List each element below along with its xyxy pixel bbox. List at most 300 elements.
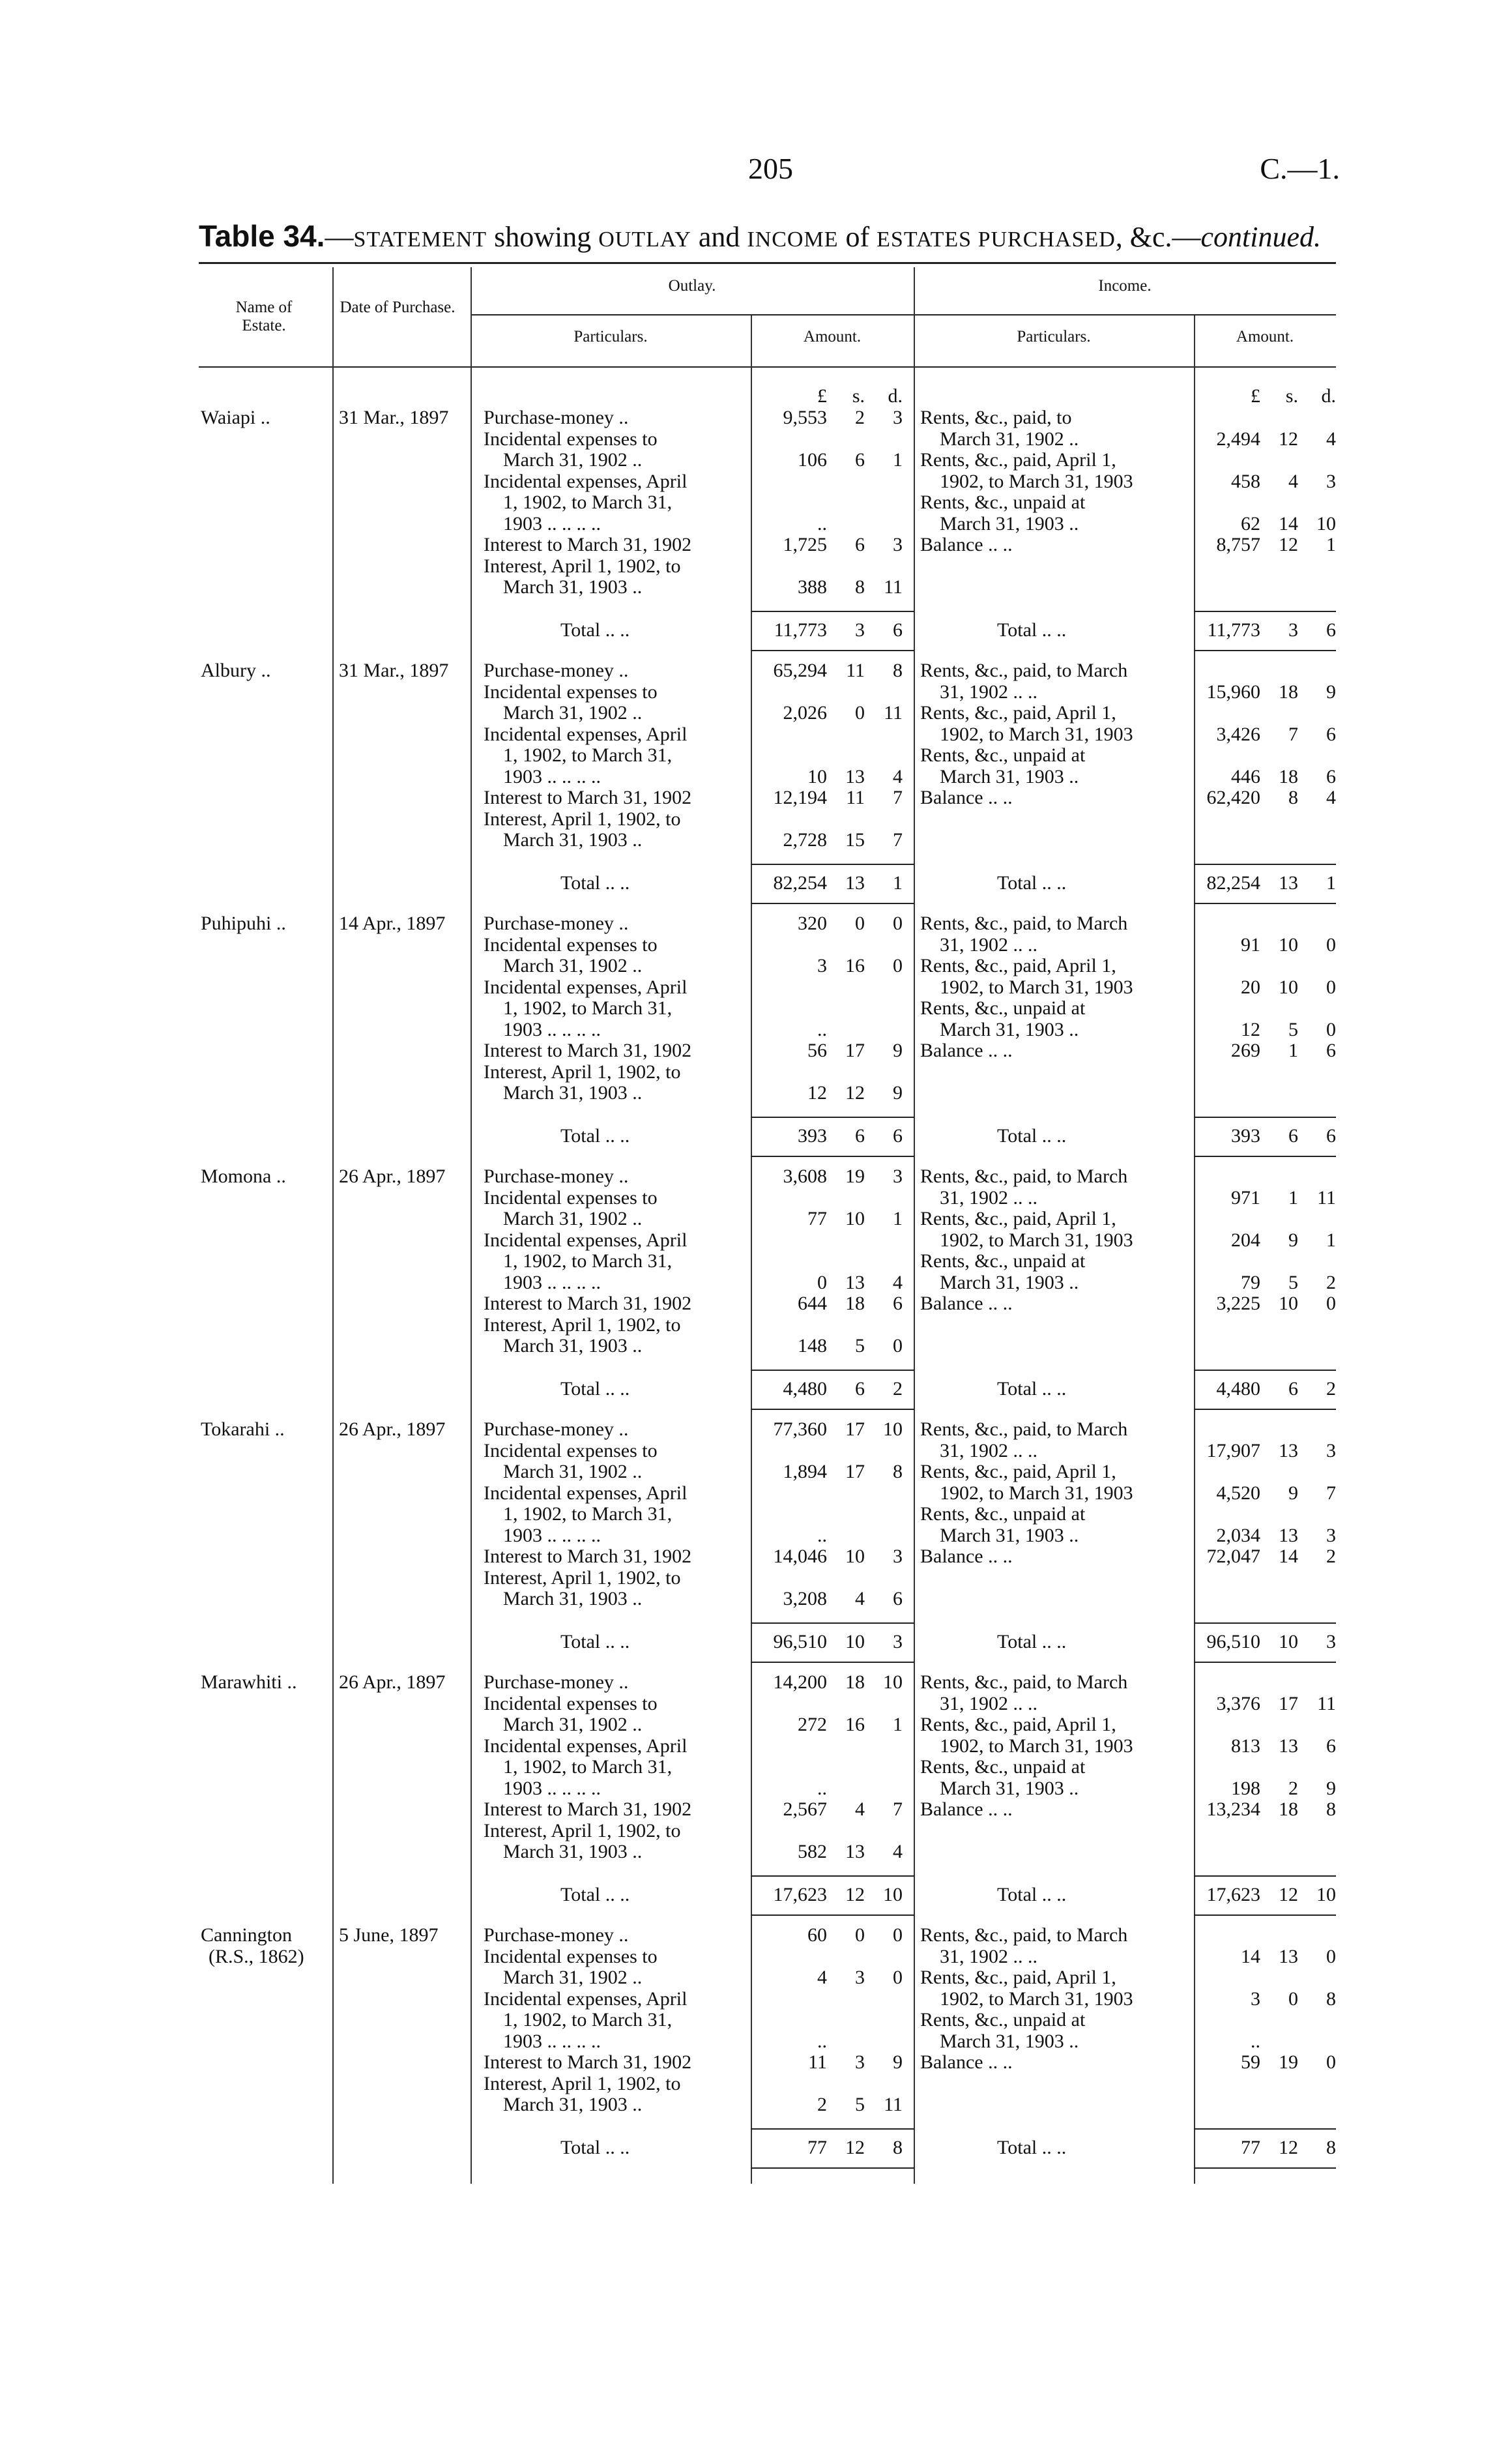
- outlay-particular: 1, 1902, to March 31,: [503, 491, 673, 513]
- outlay-particular: Incidental expenses, April: [484, 976, 688, 998]
- shillings-value: 10: [845, 1631, 865, 1652]
- pence-value: 7: [893, 787, 903, 808]
- pence-value: 3: [893, 1631, 903, 1652]
- income-total-label: Total .. ..: [997, 1631, 1067, 1652]
- outlay-amount: [756, 1525, 903, 1546]
- outlay-total-under-rule: [751, 1662, 914, 1663]
- outlay-amount: [756, 1040, 903, 1061]
- outlay-particular: Incidental expenses to: [484, 681, 658, 703]
- outlay-particular: March 31, 1903 ..: [503, 1335, 643, 1357]
- pounds-value: 60: [807, 1924, 827, 1946]
- pence-value: 6: [893, 619, 903, 641]
- pounds-value: 11,773: [1207, 619, 1260, 641]
- shillings-value: 18: [845, 1671, 865, 1693]
- income-particular: Balance .. ..: [920, 1546, 1013, 1567]
- outlay-particular: Interest to March 31, 1902: [484, 1293, 692, 1314]
- pence-value: 8: [1326, 1798, 1336, 1820]
- pounds-value: 3,376: [1216, 1692, 1260, 1714]
- outlay-amount: [756, 1209, 903, 1229]
- income-particular: Rents, &c., paid, April 1,: [920, 1461, 1116, 1482]
- outlay-particular: Purchase-money ..: [484, 1924, 629, 1946]
- pounds-value: ..: [817, 512, 827, 535]
- pence-value: 6: [1326, 1735, 1336, 1757]
- pence-value: 8: [1326, 1987, 1336, 2010]
- income-currency-units: [1199, 386, 1336, 407]
- shillings-value: 13: [1279, 1439, 1298, 1461]
- outlay-amount: [756, 1672, 903, 1693]
- income-amount: [1199, 2052, 1336, 2073]
- pence-value: 6: [1326, 723, 1336, 745]
- shillings-value: 6: [855, 534, 865, 555]
- income-amount: [1199, 429, 1336, 450]
- pence-value: 0: [893, 913, 903, 934]
- outlay-particular: Interest, April 1, 1902, to: [484, 2072, 681, 2094]
- pence-value: 6: [1326, 619, 1336, 641]
- income-total-rule: [1194, 1875, 1336, 1877]
- income-amount: [1199, 535, 1336, 555]
- outlay-amount: [756, 1841, 903, 1862]
- pence-value: 11: [884, 702, 903, 724]
- shillings-value: 3: [855, 1967, 865, 1988]
- pounds-value: 14,046: [773, 1546, 827, 1567]
- outlay-amount: [756, 830, 903, 851]
- pounds-value: 971: [1231, 1186, 1260, 1209]
- shillings-value: 3: [855, 2051, 865, 2073]
- outlay-particular: 1, 1902, to March 31,: [503, 1503, 673, 1525]
- income-amount: [1199, 1019, 1336, 1040]
- outlay-particular: 1903 .. .. .. ..: [503, 1271, 601, 1293]
- outlay-particular: Incidental expenses, April: [484, 1229, 688, 1251]
- income-total-under-rule: [1194, 1662, 1336, 1663]
- income-amount: [1199, 1736, 1336, 1757]
- income-particular: Rents, &c., paid, to March: [920, 660, 1128, 681]
- purchase-date: 26 Apr., 1897: [339, 1166, 446, 1187]
- pence-value: 3: [893, 407, 903, 428]
- outlay-total: [756, 1885, 903, 1905]
- outlay-particular: Incidental expenses to: [484, 1186, 658, 1209]
- outlay-amount: [756, 1461, 903, 1482]
- income-total: [1199, 1126, 1336, 1147]
- pence-value: 8: [893, 2137, 903, 2158]
- outlay-amount: [756, 1293, 903, 1314]
- pence-value: 1: [1326, 534, 1336, 555]
- shillings-value: 4: [1288, 470, 1298, 492]
- shillings-value: 0: [1288, 1987, 1298, 2010]
- outlay-total-label: Total .. ..: [560, 872, 630, 894]
- income-particular: March 31, 1903 ..: [940, 1524, 1079, 1546]
- shillings-value: 5: [1288, 1271, 1298, 1293]
- pence-value: 3: [1326, 470, 1336, 492]
- outlay-total-rule: [751, 1875, 914, 1877]
- outlay-amount: [756, 956, 903, 976]
- outlay-particular: March 31, 1903 ..: [503, 1841, 643, 1862]
- pence-value: 4: [893, 765, 903, 787]
- income-particular: 1902, to March 31, 1903: [940, 723, 1133, 745]
- pence-value: 9: [893, 2051, 903, 2073]
- pounds-value: 2,567: [783, 1798, 827, 1820]
- outlay-particular: Purchase-money ..: [484, 1418, 629, 1440]
- table-number: Table 34.: [199, 219, 325, 253]
- shillings-value: 15: [845, 829, 865, 851]
- outlay-total-under-rule: [751, 903, 914, 904]
- pounds-value: 1,894: [783, 1461, 827, 1482]
- income-particular: Rents, &c., unpaid at: [920, 1756, 1086, 1778]
- outlay-amount: [756, 1799, 903, 1820]
- outlay-total-label: Total .. ..: [560, 619, 630, 641]
- pounds-value: 10: [807, 765, 827, 787]
- pounds-value: ..: [1251, 2030, 1260, 2052]
- shillings-value: 17: [1279, 1692, 1298, 1714]
- outlay-particular: March 31, 1902 ..: [503, 1714, 643, 1735]
- income-total-rule: [1194, 1370, 1336, 1371]
- document-reference: C.—1.: [1260, 152, 1340, 185]
- income-particular: 31, 1902 .. ..: [940, 933, 1037, 956]
- outlay-total-rule: [751, 1117, 914, 1118]
- pounds-value: 106: [798, 449, 827, 471]
- shillings-value: [827, 514, 865, 535]
- outlay-particular: 1903 .. .. .. ..: [503, 512, 601, 535]
- estate-name: Cannington: [201, 1924, 292, 1946]
- outlay-total-under-rule: [751, 1409, 914, 1410]
- pounds-value: ..: [817, 1018, 827, 1040]
- outlay-particular: Purchase-money ..: [484, 1166, 629, 1187]
- income-particular: 31, 1902 .. ..: [940, 1186, 1037, 1209]
- income-amount: [1199, 1483, 1336, 1504]
- pounds-value: 13,234: [1206, 1798, 1260, 1820]
- shillings-value: 8: [855, 576, 865, 598]
- title-showing: showing: [487, 221, 599, 253]
- pounds-value: 11,773: [774, 619, 827, 641]
- income-particular: March 31, 1902 ..: [940, 428, 1079, 450]
- shillings-value: 12: [845, 1884, 865, 1905]
- income-particular: Rents, &c., unpaid at: [920, 997, 1086, 1019]
- outlay-total-label: Total .. ..: [560, 1884, 630, 1905]
- income-particular: 1902, to March 31, 1903: [940, 976, 1133, 998]
- shillings-value: 13: [1279, 872, 1298, 894]
- income-particular: March 31, 1903 ..: [940, 1271, 1079, 1293]
- income-particular: 1902, to March 31, 1903: [940, 1482, 1133, 1504]
- outlay-particular: 1, 1902, to March 31,: [503, 1756, 673, 1778]
- outlay-total-rule: [751, 2128, 914, 2130]
- income-particular: Rents, &c., paid, April 1,: [920, 955, 1116, 976]
- pounds-value: 20: [1241, 976, 1260, 998]
- shillings-value: 6: [855, 449, 865, 471]
- income-total-rule: [1194, 611, 1336, 612]
- outlay-amount: [756, 1019, 903, 1040]
- outlay-amount: [756, 767, 903, 787]
- pence-value: 3: [1326, 1439, 1336, 1461]
- income-amount: [1199, 1040, 1336, 1061]
- pounds-value: ..: [817, 2030, 827, 2052]
- outlay-total-label: Total .. ..: [560, 1378, 630, 1400]
- shillings-value: [827, 1525, 865, 1546]
- pence-value: 11: [884, 2094, 903, 2115]
- income-particular: 31, 1902 .. ..: [940, 1692, 1037, 1714]
- income-total-rule: [1194, 1117, 1336, 1118]
- shillings-value: 2: [1288, 1777, 1298, 1799]
- outlay-particular: 1903 .. .. .. ..: [503, 2030, 601, 2052]
- purchase-date: 14 Apr., 1897: [339, 913, 446, 934]
- shillings-value: 16: [845, 1714, 865, 1735]
- outlay-amount: [756, 1419, 903, 1440]
- pounds-value: 2,026: [783, 702, 827, 724]
- pounds-value: 582: [798, 1841, 827, 1862]
- title-dash: —: [325, 221, 354, 253]
- outlay-particular: Incidental expenses, April: [484, 470, 688, 492]
- income-particular: Rents, &c., paid, April 1,: [920, 702, 1116, 724]
- income-particular: Rents, &c., paid, to March: [920, 1418, 1128, 1440]
- outlay-amount: [756, 660, 903, 681]
- income-total-label: Total .. ..: [997, 1125, 1067, 1147]
- shillings-value: 19: [845, 1166, 865, 1187]
- income-total: [1199, 2137, 1336, 2158]
- estate-name: Albury ..: [201, 660, 271, 681]
- estate-name: Puhipuhi ..: [201, 913, 286, 934]
- shillings-value: 10: [1279, 1293, 1298, 1314]
- shillings-value: 17: [845, 1418, 865, 1440]
- pence-unit: d.: [888, 385, 903, 407]
- income-amount: [1199, 1778, 1336, 1799]
- income-total-label: Total .. ..: [997, 872, 1067, 894]
- outlay-particular: Interest, April 1, 1902, to: [484, 1061, 681, 1083]
- shillings-unit: s.: [1285, 385, 1298, 407]
- title-of: of: [838, 221, 877, 253]
- pence-value: 11: [1317, 1186, 1336, 1209]
- pence-value: [865, 1525, 903, 1546]
- pence-value: 6: [893, 1125, 903, 1147]
- pence-value: 3: [1326, 1524, 1336, 1546]
- income-particular: 1902, to March 31, 1903: [940, 1987, 1133, 2010]
- income-particular: 31, 1902 .. ..: [940, 681, 1037, 703]
- pence-value: 7: [893, 829, 903, 851]
- header-outlay: Outlay.: [668, 277, 716, 295]
- income-particular: 1902, to March 31, 1903: [940, 1229, 1133, 1251]
- outlay-particular: Interest, April 1, 1902, to: [484, 555, 681, 577]
- pence-value: 10: [883, 1418, 903, 1440]
- pence-value: 0: [893, 1924, 903, 1946]
- header-bottom-rule: [199, 366, 1336, 368]
- outlay-particular: March 31, 1903 ..: [503, 1588, 643, 1609]
- income-total-rule: [1194, 864, 1336, 865]
- pence-value: 9: [1326, 681, 1336, 703]
- income-particular: Rents, &c., paid, to: [920, 407, 1072, 428]
- pence-value: [865, 1019, 903, 1040]
- pence-value: 0: [1326, 1018, 1336, 1040]
- pounds-value: 79: [1241, 1271, 1260, 1293]
- outlay-amount: [756, 703, 903, 724]
- pounds-value: 3,208: [783, 1588, 827, 1609]
- outlay-particular: Interest to March 31, 1902: [484, 1546, 692, 1567]
- shillings-value: 4: [855, 1588, 865, 1609]
- pence-unit: d.: [1321, 385, 1336, 407]
- shillings-value: [827, 1019, 865, 1040]
- outlay-particular: 1, 1902, to March 31,: [503, 2009, 673, 2031]
- pence-value: 1: [1326, 1229, 1336, 1251]
- shillings-value: 6: [1288, 1125, 1298, 1147]
- pounds-value: 4: [817, 1967, 827, 1988]
- income-total-under-rule: [1194, 1914, 1336, 1916]
- pounds-value: ..: [817, 1524, 827, 1546]
- shillings-value: 5: [1288, 1018, 1298, 1040]
- shillings-value: 3: [1288, 619, 1298, 641]
- pence-value: 3: [893, 534, 903, 555]
- outlay-total: [756, 1379, 903, 1400]
- income-amount: [1199, 1230, 1336, 1251]
- pounds-value: 0: [817, 1271, 827, 1293]
- shillings-value: 0: [855, 1924, 865, 1946]
- outlay-particular: Interest to March 31, 1902: [484, 787, 692, 808]
- pounds-unit: £: [1251, 385, 1260, 407]
- pence-value: 9: [893, 1040, 903, 1061]
- shillings-value: [827, 2031, 865, 2052]
- pounds-value: 393: [798, 1125, 827, 1147]
- column-rule: [751, 315, 752, 2184]
- outlay-particular: Purchase-money ..: [484, 660, 629, 681]
- pounds-value: 15,960: [1206, 681, 1260, 703]
- pounds-value: 59: [1241, 2051, 1260, 2073]
- header-income: Income.: [1098, 277, 1152, 295]
- shillings-value: 12: [1279, 428, 1298, 450]
- header-income-amount: Amount.: [1236, 328, 1294, 345]
- estate-name: Tokarahi ..: [201, 1418, 285, 1440]
- outlay-amount: [756, 1589, 903, 1609]
- pence-value: 0: [893, 1335, 903, 1357]
- pounds-value: 62,420: [1206, 787, 1260, 808]
- pounds-value: 393: [1231, 1125, 1260, 1147]
- outlay-particular: March 31, 1902 ..: [503, 955, 643, 976]
- pounds-value: 4,480: [783, 1378, 827, 1400]
- outlay-particular: March 31, 1902 ..: [503, 702, 643, 724]
- pounds-value: 644: [798, 1293, 827, 1314]
- pounds-value: 77,360: [773, 1418, 827, 1440]
- outlay-total-rule: [751, 611, 914, 612]
- outlay-particular: Interest to March 31, 1902: [484, 1040, 692, 1061]
- income-particular: March 31, 1903 ..: [940, 765, 1079, 787]
- income-total-label: Total .. ..: [997, 1884, 1067, 1905]
- outlay-particular: Purchase-money ..: [484, 1671, 629, 1693]
- pounds-value: 65,294: [773, 660, 827, 681]
- income-particular: 31, 1902 .. ..: [940, 1439, 1037, 1461]
- pence-value: 6: [1326, 1125, 1336, 1147]
- pence-value: 1: [893, 872, 903, 894]
- outlay-particular: Interest to March 31, 1902: [484, 534, 692, 555]
- outlay-particular: March 31, 1902 ..: [503, 1208, 643, 1229]
- pence-value: 10: [883, 1671, 903, 1693]
- estate-name: Momona ..: [201, 1166, 286, 1187]
- shillings-value: 13: [845, 765, 865, 787]
- outlay-particular: Incidental expenses to: [484, 933, 658, 956]
- outlay-amount: [756, 2031, 903, 2052]
- shillings-value: 1: [1288, 1040, 1298, 1061]
- income-total-under-rule: [1194, 903, 1336, 904]
- income-total: [1199, 620, 1336, 641]
- income-total-label: Total .. ..: [997, 2137, 1067, 2158]
- outlay-particular: Incidental expenses, April: [484, 723, 688, 745]
- pounds-value: 14: [1241, 1945, 1260, 1967]
- pence-value: 11: [884, 576, 903, 598]
- outlay-particular: Incidental expenses, April: [484, 1482, 688, 1504]
- pounds-value: 96,510: [773, 1631, 827, 1652]
- income-particular: Rents, &c., paid, April 1,: [920, 1967, 1116, 1988]
- outlay-total-rule: [751, 1370, 914, 1371]
- outlay-total: [756, 1632, 903, 1652]
- income-total-label: Total .. ..: [997, 619, 1067, 641]
- pence-value: 8: [893, 1461, 903, 1482]
- outlay-amount: [756, 514, 903, 535]
- income-total: [1199, 1632, 1336, 1652]
- income-amount: [1199, 471, 1336, 492]
- shillings-value: 14: [1279, 1546, 1298, 1567]
- shillings-value: 18: [1279, 681, 1298, 703]
- outlay-amount: [756, 1778, 903, 1799]
- pence-value: 6: [893, 1293, 903, 1314]
- pounds-value: 12: [1241, 1018, 1260, 1040]
- outlay-particular: March 31, 1903 ..: [503, 2094, 643, 2115]
- shillings-value: 6: [1288, 1378, 1298, 1400]
- pence-value: 10: [883, 1884, 903, 1905]
- income-particular: Balance .. ..: [920, 534, 1013, 555]
- shillings-value: 10: [1279, 933, 1298, 956]
- outlay-total: [756, 1126, 903, 1147]
- shillings-value: 16: [845, 955, 865, 976]
- shillings-value: 13: [845, 872, 865, 894]
- income-amount: [1199, 1188, 1336, 1209]
- outlay-particular: Interest, April 1, 1902, to: [484, 1566, 681, 1589]
- income-particular: Rents, &c., paid, to March: [920, 1924, 1128, 1946]
- purchase-date: 26 Apr., 1897: [339, 1418, 446, 1440]
- income-amount: [1199, 1272, 1336, 1293]
- income-total: [1199, 1379, 1336, 1400]
- title-income: INCOME: [747, 227, 839, 252]
- outlay-amount: [756, 407, 903, 428]
- pounds-value: 12: [807, 1082, 827, 1104]
- income-particular: Balance .. ..: [920, 787, 1013, 808]
- pence-value: [865, 514, 903, 535]
- outlay-amount: [756, 1166, 903, 1187]
- pounds-value: 458: [1231, 470, 1260, 492]
- header-name-of-estate: Name of Estate.: [235, 299, 293, 334]
- outlay-total-label: Total .. ..: [560, 2137, 630, 2158]
- shillings-value: 3: [855, 619, 865, 641]
- income-particular: March 31, 1903 ..: [940, 512, 1079, 535]
- pence-value: 0: [1326, 1945, 1336, 1967]
- pounds-value: 1,725: [783, 534, 827, 555]
- outlay-total-under-rule: [751, 650, 914, 651]
- pounds-value: ..: [817, 1777, 827, 1799]
- header-split-rule: [471, 314, 1336, 315]
- shillings-value: 11: [846, 660, 865, 681]
- income-total-under-rule: [1194, 2167, 1336, 2169]
- shillings-value: 6: [855, 1378, 865, 1400]
- outlay-particular: Interest to March 31, 1902: [484, 1798, 692, 1820]
- income-amount: [1199, 787, 1336, 808]
- income-particular: Balance .. ..: [920, 2051, 1013, 2073]
- outlay-particular: 1, 1902, to March 31,: [503, 744, 673, 766]
- title-statement: STATEMENT: [353, 227, 487, 252]
- pence-value: 2: [893, 1378, 903, 1400]
- income-particular: Rents, &c., unpaid at: [920, 2009, 1086, 2031]
- pounds-value: 3,225: [1216, 1293, 1260, 1314]
- shillings-value: 2: [855, 407, 865, 428]
- pounds-value: 77: [807, 1208, 827, 1229]
- outlay-particular: Incidental expenses to: [484, 428, 658, 450]
- pence-value: 3: [893, 1546, 903, 1567]
- estate-name: Waiapi ..: [201, 407, 270, 428]
- outlay-total-under-rule: [751, 2167, 914, 2169]
- estate-name-note: (R.S., 1862): [209, 1945, 304, 1967]
- outlay-amount: [756, 1083, 903, 1104]
- pounds-value: 96,510: [1206, 1631, 1260, 1652]
